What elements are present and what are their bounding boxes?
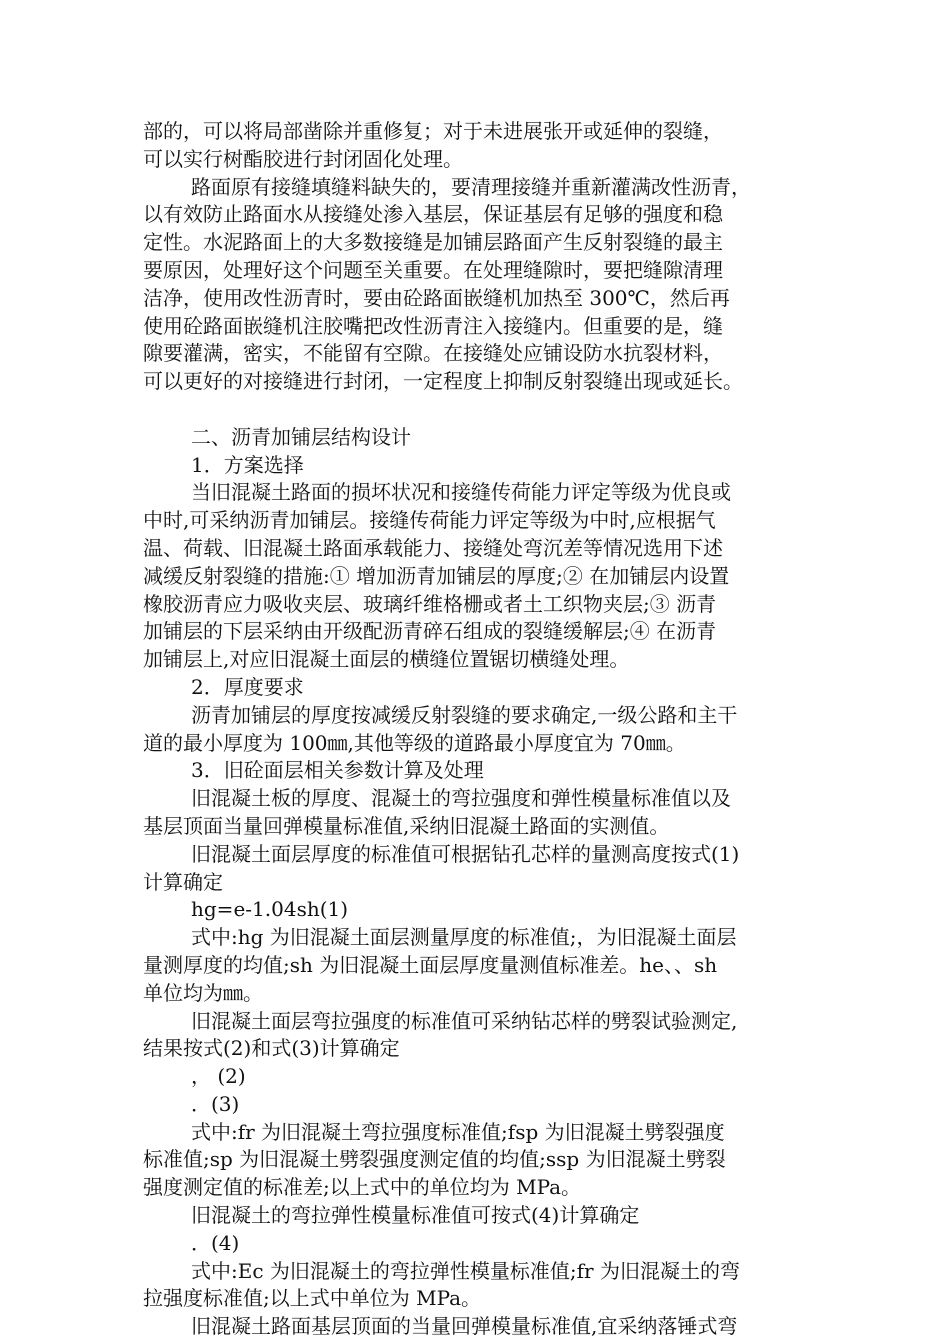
text-line: 旧混凝土面层弯拉强度的标准值可采纳钻芯样的劈裂试验测定, [191, 1008, 738, 1033]
text-line: 式中:hg 为旧混凝土面层测量厚度的标准值;，为旧混凝土面层 [191, 925, 737, 950]
text-line: 旧混凝土路面基层顶面的当量回弹模量标准值,宜采纳落锤式弯 [191, 1314, 738, 1339]
text-line: 使用砼路面嵌缝机注胶嘴把改性沥青注入接缝内。但重要的是，缝 [143, 313, 723, 338]
text-line: 加铺层的下层采纳由开级配沥青碎石组成的裂缝缓解层;④ 在沥青 [143, 619, 717, 644]
formula: hg=e-1.04sh(1) [191, 897, 349, 922]
text-line: 结果按式(2)和式(3)计算确定 [143, 1036, 400, 1061]
text-line: 可以更好的对接缝进行封闭，一定程度上抑制反射裂缝出现或延长。 [143, 369, 743, 394]
text-line: 沥青加铺层的厚度按减缓反射裂缝的要求确定,一级公路和主干 [191, 702, 738, 727]
text-line: 减缓反射裂缝的措施:① 增加沥青加铺层的厚度;② 在加铺层内设置 [143, 563, 730, 588]
paragraph-gap [143, 396, 807, 424]
document-page [143, 118, 807, 1341]
text-line: 部的，可以将局部凿除并重修复；对于未进展张开或延伸的裂缝， [143, 119, 723, 143]
text-line: 旧混凝土面层厚度的标准值可根据钻孔芯样的量测高度按式(1) [191, 841, 740, 866]
text-line: 计算确定 [143, 869, 223, 894]
text-line: 以有效防止路面水从接缝处渗入基层，保证基层有足够的强度和稳 [143, 202, 723, 227]
text-line: 道的最小厚度为 100㎜,其他等级的道路最小厚度宜为 70㎜。 [143, 730, 686, 755]
text-line: 单位均为㎜。 [143, 980, 263, 1005]
text-line: 隙要灌满，密实，不能留有空隙。在接缝处应铺设防水抗裂材料， [143, 341, 723, 366]
text-line: 旧混凝土板的厚度、混凝土的弯拉强度和弹性模量标准值以及 [191, 786, 731, 811]
formula: ．(3) [191, 1091, 240, 1116]
text-line: 要原因，处理好这个问题至关重要。在处理缝隙时，要把缝隙清理 [143, 257, 723, 282]
text-line: 旧混凝土的弯拉弹性模量标准值可按式(4)计算确定 [191, 1203, 640, 1228]
subheading: 3．旧砼面层相关参数计算及处理 [191, 758, 484, 783]
text-line: 路面原有接缝填缝料缺失的，要清理接缝并重新灌满改性沥青， [191, 174, 751, 199]
text-line: 量测厚度的均值;sh 为旧混凝土面层厚度量测值标准差。he、、sh [143, 952, 718, 977]
text-line: 温、荷载、旧混凝土路面承载能力、接缝处弯沉差等情况选用下述 [143, 535, 723, 560]
formula: ， (2) [191, 1064, 246, 1089]
text-line: 加铺层上,对应旧混凝土面层的横缝位置锯切横缝处理。 [143, 647, 630, 672]
text-line: 式中:fr 为旧混凝土弯拉强度标准值;fsp 为旧混凝土劈裂强度 [191, 1119, 725, 1144]
text-line: 强度测定值的标准差;以上式中的单位均为 MPa。 [143, 1175, 582, 1200]
text-line: 式中:Ec 为旧混凝土的弯拉弹性模量标准值;fr 为旧混凝土的弯 [191, 1258, 740, 1283]
section-heading: 二、沥青加铺层结构设计 [191, 424, 411, 449]
formula: ．(4) [191, 1230, 240, 1255]
text-line: 橡胶沥青应力吸收夹层、玻璃纤维格栅或者土工织物夹层;③ 沥青 [143, 591, 717, 616]
subheading: 1．方案选择 [191, 452, 304, 477]
text-line: 标准值;sp 为旧混凝土劈裂强度测定值的均值;ssp 为旧混凝土劈裂 [143, 1147, 726, 1172]
text-line: 当旧混凝土路面的损坏状况和接缝传荷能力评定等级为优良或 [191, 480, 731, 505]
text-line: 基层顶面当量回弹模量标准值,采纳旧混凝土路面的实测值。 [143, 813, 670, 838]
subheading: 2．厚度要求 [191, 674, 304, 699]
text-line: 洁净，使用改性沥青时，要由砼路面嵌缝机加热至 300℃，然后再 [143, 285, 730, 310]
text-line: 定性。水泥路面上的大多数接缝是加铺层路面产生反射裂缝的最主 [143, 230, 723, 255]
text-line: 中时,可采纳沥青加铺层。接缝传荷能力评定等级为中时,应根据气 [143, 508, 716, 533]
text-line: 可以实行树酯胶进行封闭固化处理。 [143, 146, 463, 171]
text-line: 拉强度标准值;以上式中单位为 MPa。 [143, 1286, 482, 1311]
